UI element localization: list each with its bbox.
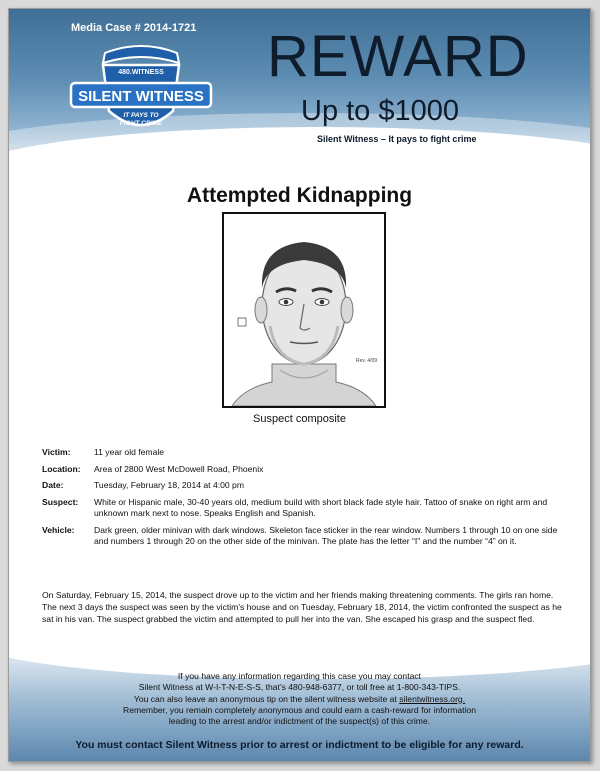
detail-row-vehicle — [42, 525, 567, 548]
reward-amount: Up to $1000 — [301, 95, 460, 127]
flyer-page — [8, 8, 591, 762]
detail-row-victim — [42, 447, 567, 459]
photo-caption: Suspect composite — [253, 413, 346, 425]
eligibility-notice: You must contact Silent Witness prior to arrest or indictment to be eligible for any reward. — [75, 739, 524, 751]
case-narrative: On Saturday, February 15, 2014, the suspect drove up to the victim and her friends making threatening comments. The girls ran home. The next 3 days the suspect was seen by the victim's house and on Tuesday, February 18, 2014, the victim confronted the suspect as he sat in his van. The suspect grabbed the victim and attempted to pull her into the van. She escaped his grasp and the suspect fled. — [42, 590, 562, 625]
logo-bottom-text-1: IT PAYS TO — [123, 112, 159, 119]
detail-label: Location: — [42, 463, 81, 474]
contact-line-2: Silent Witness at W-I-T-N-E-S-S, that's 480-948-6377, or toll free at 1-800-343-TIPS. — [138, 682, 461, 693]
contact-line-5: leading to the arrest and/or indictment of the suspect(s) of this crime. — [168, 716, 431, 727]
contact-line-4: Remember, you remain completely anonymous and could earn a cash-reward for information — [123, 704, 476, 715]
detail-label: Victim: — [42, 447, 71, 457]
detail-row-date — [42, 480, 567, 492]
case-details — [42, 447, 567, 553]
detail-value: 11 year old female — [94, 447, 165, 457]
logo-top-text: 480.WITNESS — [118, 69, 164, 76]
detail-row-suspect — [42, 497, 567, 520]
reward-tagline: Silent Witness – It pays to fight crime — [317, 134, 477, 144]
silent-witness-logo — [67, 41, 215, 141]
contact-line-3 — [9, 694, 590, 705]
logo-bottom-text-2: FIGHT CRIME — [119, 120, 163, 127]
detail-value: Area of 2800 West McDowell Road, Phoenix — [94, 463, 264, 474]
composite-sketch — [224, 214, 384, 406]
detail-row-location — [42, 464, 567, 476]
contact-info — [9, 671, 590, 727]
contact-line-3-text: You can also leave an anonymous tip on the silent witness website at — [133, 693, 400, 704]
contact-line-1: If you have any information regarding this case you may contact — [177, 671, 422, 681]
detail-label: Date: — [42, 480, 64, 490]
reward-heading: REWARD — [267, 24, 529, 89]
media-case-number: Media Case # 2014-1721 — [71, 22, 197, 34]
detail-value: White or Hispanic male, 30-40 years old, medium build with short black fade style hair. Tattoo of snake on right arm and unknown mark next to nose. Speaks English and Spanish. — [94, 496, 548, 518]
footer-banner — [9, 657, 590, 761]
detail-value: Dark green, older minivan with dark windows. Skeleton face sticker in the rear window. Numbers 1 through 10 on one side and numbers 1 through 20 on the other side of the minivan. The plate has the letter “I” and the number “4” on it. — [94, 524, 558, 546]
detail-label: Vehicle: — [42, 524, 75, 535]
composite-stamp: Rev. 4/09 — [356, 358, 378, 364]
detail-label: Suspect: — [42, 496, 79, 507]
case-title: Attempted Kidnapping — [186, 184, 413, 207]
website-link[interactable]: silentwitness.org. — [399, 693, 466, 704]
suspect-composite-image — [222, 212, 386, 408]
header-banner — [9, 9, 590, 169]
logo-main-text: SILENT WITNESS — [78, 88, 204, 105]
detail-value: Tuesday, February 18, 2014 at 4:00 pm — [94, 480, 244, 490]
